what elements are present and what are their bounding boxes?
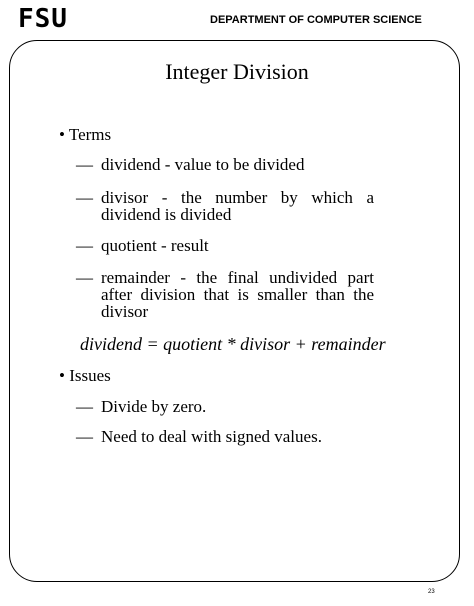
bullet-label: Terms (68, 125, 112, 144)
em-dash-icon: — (76, 155, 93, 174)
term-dividend (76, 156, 374, 173)
bullet-issues (59, 367, 111, 384)
term-text: divisor - the number by which a dividend is divided (101, 188, 374, 224)
issue-text: Divide by zero. (101, 397, 207, 416)
issue-signed-values (76, 428, 374, 445)
em-dash-icon: — (76, 236, 93, 255)
bullet-terms (59, 126, 111, 143)
issue-divide-by-zero (76, 398, 374, 415)
bullet-dot-icon: • (59, 366, 65, 385)
department-heading: DEPARTMENT OF COMPUTER SCIENCE (210, 14, 422, 26)
em-dash-icon: — (76, 188, 93, 207)
em-dash-icon: — (76, 268, 93, 287)
term-text: remainder - the final undivided part after division that is smaller than the divisor (101, 268, 374, 321)
slide-title: Integer Division (165, 59, 309, 84)
page-number: 23 (428, 589, 435, 595)
division-formula: dividend = quotient * divisor + remainder (80, 334, 386, 354)
bullet-dot-icon: • (59, 125, 65, 144)
issue-text: Need to deal with signed values. (101, 427, 322, 446)
term-quotient (76, 237, 374, 254)
term-text: dividend - value to be divided (101, 155, 305, 174)
term-remainder (76, 269, 374, 320)
bullet-label: Issues (69, 366, 111, 385)
em-dash-icon: — (76, 397, 93, 416)
fsu-logo: FSU (18, 4, 68, 34)
em-dash-icon: — (76, 427, 93, 446)
term-divisor (76, 189, 374, 223)
term-text: quotient - result (101, 236, 209, 255)
